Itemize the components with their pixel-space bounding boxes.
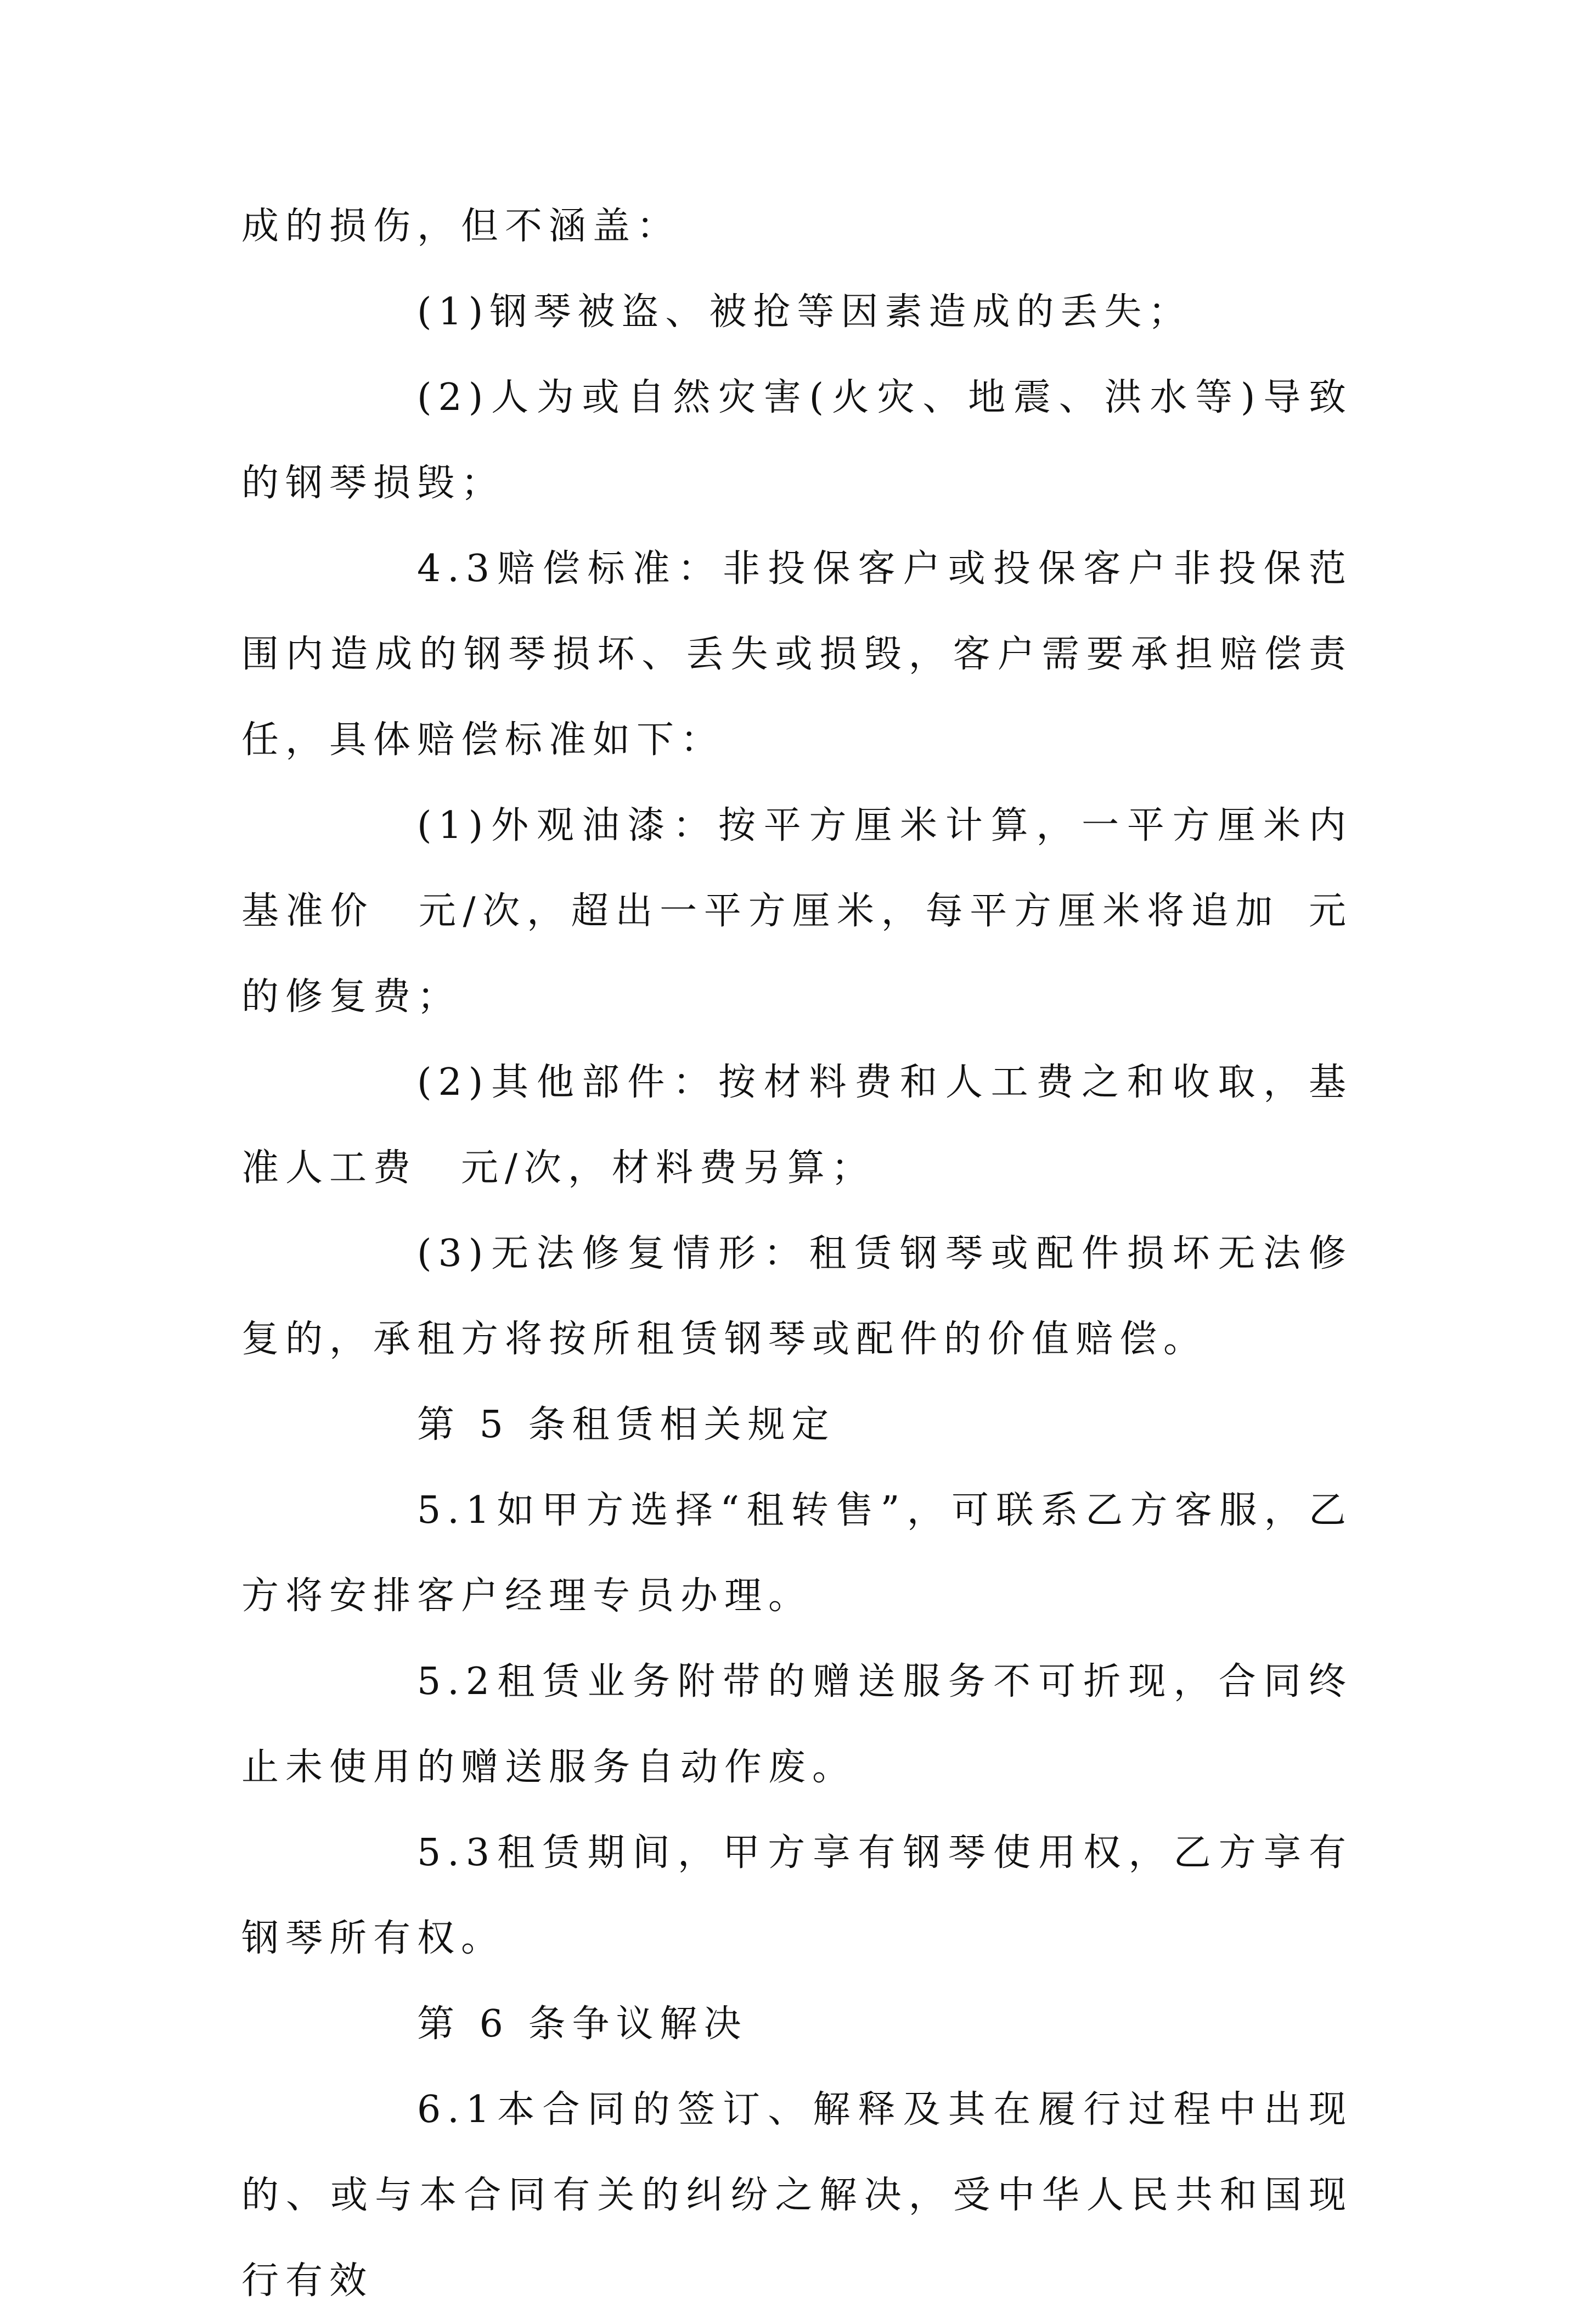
compensation-item-paint [241, 783, 1353, 1040]
clause-6-1 [241, 2067, 1353, 2324]
contract-text [241, 184, 1353, 2324]
item-text-middle: 元/次，超出一平方厘米，每平方厘米将追加 [418, 890, 1280, 933]
article-number: 第 5 条 [417, 1403, 572, 1447]
item-number: (3) [417, 1232, 490, 1275]
clause-5-3 [241, 1810, 1353, 1982]
clause-5-1 [241, 1468, 1353, 1639]
item-number: (1) [417, 290, 490, 334]
article-title: 租赁相关规定 [572, 1403, 836, 1447]
clause-text: 租赁业务附带的赠送服务不可折现，合同终止未使用的赠送服务自动作废。 [241, 1660, 1353, 1789]
item-text-after-blank: 元的修复费； [241, 890, 1353, 1018]
article-6-heading [241, 1982, 1353, 2067]
item-number: (2) [417, 1061, 490, 1104]
clause-number: 6.1 [417, 2088, 497, 2131]
item-number: (2) [417, 376, 490, 419]
item-text: 人为或自然灾害(火灾、地震、洪水等)导致的钢琴损毁； [241, 376, 1353, 505]
item-text-before-blank: 外观油漆：按平方厘米计算，一平方厘米内基准价 [241, 804, 1353, 933]
item-text: 钢琴被盗、被抢等因素造成的丢失； [489, 290, 1192, 334]
item-number: (1) [417, 804, 490, 847]
clause-5-2 [241, 1639, 1353, 1810]
exception-item-theft [241, 269, 1353, 355]
article-title: 争议解决 [572, 2002, 748, 2046]
clause-number: 4.3 [417, 547, 497, 590]
clause-text: 本合同的签订、解释及其在履行过程中出现的、或与本合同有关的纠纷之解决，受中华人民共和国现行有效 [241, 2088, 1353, 2303]
clause-number: 5.1 [417, 1489, 497, 1532]
clause-text: 赔偿标准：非投保客户或投保客户非投保范围内造成的钢琴损坏、丢失或损毁，客户需要承担赔偿责任，具体赔偿标准如下： [241, 547, 1353, 762]
clause-number: 5.2 [417, 1660, 497, 1703]
clause-text: 租赁期间，甲方享有钢琴使用权，乙方享有钢琴所有权。 [241, 1831, 1353, 1960]
clause-text: 如甲方选择“租转售”，可联系乙方客服，乙方将安排客户经理专员办理。 [241, 1489, 1353, 1618]
paragraph-continuation [241, 184, 1353, 269]
compensation-item-parts [241, 1040, 1353, 1211]
item-text-after-blank: 元/次，材料费另算； [461, 1146, 875, 1190]
paragraph-text: 成的损伤，但不涵盖： [241, 205, 681, 248]
exception-item-disaster [241, 355, 1353, 526]
item-text: 无法修复情形：租赁钢琴或配件损坏无法修复的，承租方将按所租赁钢琴或配件的价值赔偿。 [241, 1232, 1353, 1361]
article-5-heading [241, 1382, 1353, 1468]
compensation-item-irreparable [241, 1211, 1353, 1382]
article-number: 第 6 条 [417, 2002, 572, 2046]
item-text-before-blank: 其他部件：按材料费和人工费之和收取，基准人工费 [241, 1061, 1353, 1190]
clause-number: 5.3 [417, 1831, 497, 1875]
clause-4-3-compensation-standard [241, 526, 1353, 783]
